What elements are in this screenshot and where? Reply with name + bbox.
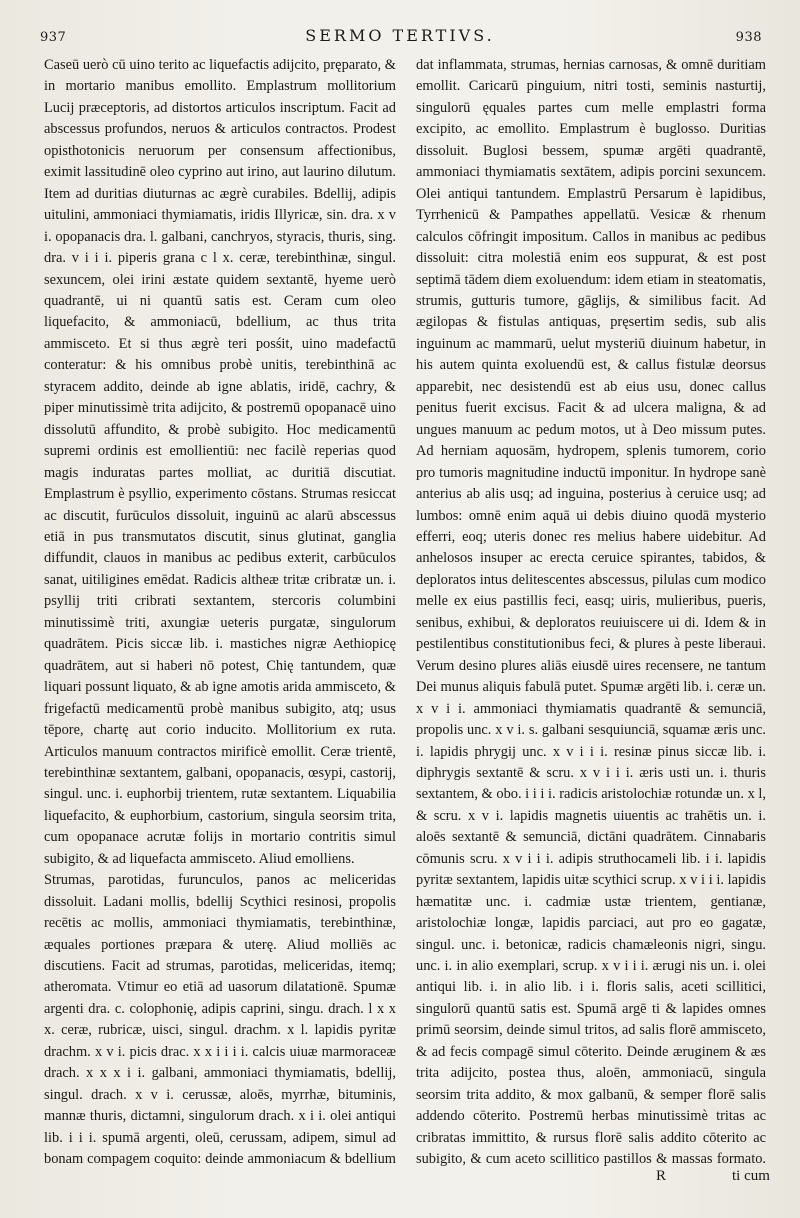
running-title: SERMO TERTIVS. [305,26,495,45]
left-page-number: 937 [40,30,67,45]
catchword: ti cum [732,1168,770,1184]
paragraph: dat inflammata, strumas, hernias carnosas, & omnē duritiam emollit. Caricarū pinguium, nitri tosti, seminis nasturtij, singulorū ęquales partes cum melle emplastri forma excipito, ac emollito. Emplastrum è buglosso. Duritias dissoluit. Buglosi bessem, spumæ argēti quadrantē, ammoniaci thymiamatis sextātem, adipis porcini sexuncem. Olei antiqui tantundem. Emplastrū Persarum è lapidibus, Tyrrhenicū & Pampathes appellatū. Vesicæ & rhenum calculos cōfringit impositum. Callos in manibus ac pedibus dissoluit: citra molestiā enim eos suppurat, & est post septimā tādem diem exoluendum: idem etiam in steatomatis, strumis, gutturis tumore, gāglijs, & similibus facit. Ad ægilopas & fistulas antiquas, pręsertim sedis, sub alis inguinum ac mammarū, uelut mysteriū diuinum habetur, in his autem quinta exoluendū est, & callus fistulæ deorsus apparebit, nec desistendū est ab eius usu, donec callus penitus fuerit excisus. Facit & ad ulcera maligna, & ad ungues manuum ac pedum motos, ut à Deo missum putes. Ad herniam aquosām, hydropem, splenis tumorem, corio pro tumoris magnitudine inductū imponitur. In hydrope sanè anterius ab alis usq; ad inguina, posterius à ceruice usq; ad lumbos: omnē enim aquā ui debis diuino quodā mysterio efferri, eoq; uteris donec res melius habere uidebitur. Ad anhelosos insuper ac erecta ceruice spirantes, tabidos, & deploratos intus delitescentes abscessus, pilulas cum modico melle ex eius pastillis feci, easq; uiris, mulieribus, pueris, senibus, exhibui, & deploratos reuiuiscere ui di. Idem & in pestilentibus constitutionibus feci, & plures à peste liberaui. Verum desino plures aliās eiusdē uires recensere, ne tantum Dei munus aliquis fabulā putet. Spumæ argēti lib. i. ceræ un. x v i i. ammoniaci thymiamatis quadrantē & semunciā, propolis unc. x v i. s. galbani sesquiunciā, squamæ æris unc. i. lapidis phrygij unc. x v i i i. resinæ pinus siccæ lib. i. diphrygis sextantē & scru. x v i i i. æris usti un. i. thuris sextantem, & obo. i i i i. radicis aristolochiæ rotundæ un. x l, & scru. x v i. lapidis magnetis uiuentis ac trahētis un. i. aloēs sextantē & semunciā, dictāni quadrātem. Cinnabaris cōmunis scru. x v i i i. adipis struthocameli lib. i i. lapidis pyritæ sextantem, lapidis uitæ scythici scrup. x v i i i. lapidis hæmatitæ unc. i. cadmiæ ustæ trientem, gentianæ, aristolochiæ longæ, lapidis parciaci, aut pro eo gagatæ, singul. unc. i. betonicæ, radicis chamæleonis nigri, singu. unc. i. in alio exemplari, scrup. x v i i i. ærugi nis un. i. olei antiqui lib. i. in alio lib. i i. floris salis, aceti scillitici, singulorū quantū satis est. Spumā argē ti & lapides omnes primū seorsim, deinde simul tritos, ad salis florē ammisceto, & ad fecis compagē simul cōterito. Deinde æruginem & æs trita adijcito, postea thus, aloēn, ammoniacū, singula seorsim trita addito, & mox galbanū, & semper florē salis addendo cōterito. Postremū herbas minutissimè tritas ac cribratas immittito, & rursus florē salis addito cōterito ac subigito, & cum aceto scillitico pastillos & massas formato. [416,57,766,1167]
paragraph: Strumas, parotidas, furunculos, panos ac meliceridas dissoluit. Ladani mollis, bdellij Scythici resinosi, propolis recētis ac mollis, ammoniaci thymiamatis, terebinthinæ, æquales portiones præpara & uterę. Aliud molliēs ac discutiens. Facit ad strumas, parotidas, meliceridas, itemq; atheromata. Vtimur eo etiā ad uasorum dilatationē. Spumæ argenti dra. c. colophonię, adipis caprini, singu. drach. l x x x. ceræ, rubricæ, uisci, singul. drachm. x l. lapidis pyritæ drachm. x v i. picis drac. x x i i i i. calcis uiuæ marmoraceæ drach. x x x i i. galbani, ammoniaci thymiamatis, bdellij, singul. drach. x v i. cerussæ, aloēs, myrrhæ, bituminis, mannæ thuris, dictamni, singulorum drach. x i i. olei antiqui lib. i i i. spumā argenti, oleū, cerussam, adipem, simul ad bonam compagem coquito: deinde ammoniacum & bdellium [44,872,396,1167]
left-text-column [44,55,396,1167]
paragraph: Caseū uerò cū uino terito ac liquefactis adijcito, pręparato, & in mortario manibus emollito. Emplastrum mollitorium Lucij præceptoris, ad distortos articulos inscriptum. Facit ad abscessus profundos, neruos & articulos contractos. Prodest opisthotonicis neruorum per consensum affectionibus, eximit lassitudinē oleo cyprino aut irino, aut laurino dilutum. Item ad duritias diuturnas ac ægrè curabiles. Bdellij, adipis uitulini, ammoniaci thymiamatis, iridis Illyricæ, sin. dra. x v i. opopanacis dra. l. galbani, canchryos, styracis, thuris, sing. dra. v i i i. piperis grana c l x. ceræ, terebinthinæ, singul. sexuncem, olei irini æstate quidem sextantē, hyeme uerò quadrantē, ui ni quantū satis est. Ceram cum oleo liquefacito, & ammoniacū, bdellium, ac thus trita ammisceto. Et si thus ægrè teri posśit, uino madefactū conteratur: & his omnibus probè unitis, terebinthinā ac styracem addito, deinde ab igne ablatis, iridē, cachry, & piper minutissimè trita adijcito, & postremū opopanacē uino dissolutū affundito, & probè subigito. Hoc medicamentū supremi ordinis est emollientiū: nec facilè reperias quod magis induratas partes molliat, ac duritiā discutiat. Emplastrum è psyllio, experimento cōstans. Strumas resiccat ac discutit, furūculos dissoluit, inguinū ac alarū abscessus etiā in pus transmutatos discutit, sinus glutinat, ganglia diffundit, clauos in manibus ac pedibus exterit, carbūculos sanat, uitiligines emēdat. Radicis altheæ tritæ cribratæ un. i. psyllij triti cribrati sextantem, stercoris columbini minutissimè triti, axungiæ ueteris purgatæ, singulorum quadrātem. Picis siccæ lib. i. mastiches nigræ Aethiopicę quadrātem, aut si haberi nō potest, Chię tantundem, quæ liquari possunt liquato, & ab igne amotis arida ammisceto, & frigefactū medicamentū probè manibus subigito, atq; usus tēpore, chartę aut corio inducito. Mollitorium ex ruta. Articulos manuum contractos mirificè emollit. Ceræ trientē, terebinthinæ sextantem, galbani, opopanacis, œsypi, castorij, singul. unc. i. euphorbij trientem, rutæ sextantem. Liquabilia liquefacito, & euphorbium, castorium, singula seorsim trita, cum opopanace acrutæ folijs in mortario contritis simul subigito, & ad liquefacta ammisceto. Aliud emolliens. [44,57,396,867]
running-header [0,22,800,52]
right-page-number: 938 [735,30,762,45]
right-text-column [416,55,766,1167]
signature-mark: R [656,1168,667,1184]
